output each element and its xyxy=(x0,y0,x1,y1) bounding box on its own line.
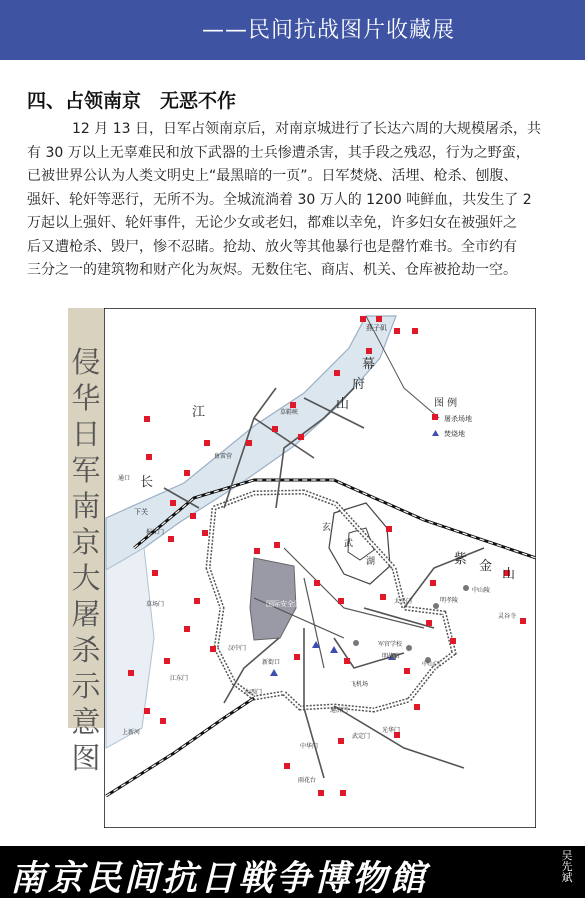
legend-title: 图 例 xyxy=(434,398,458,409)
map-label-yu-hua-tai: 雨花台 xyxy=(298,777,317,784)
massacre-site xyxy=(284,763,290,769)
massacre-site xyxy=(314,580,320,586)
map-label-xia-guan: 下关 xyxy=(134,508,148,516)
map-label-mu: 幕 xyxy=(362,357,376,372)
massacre-site xyxy=(338,738,344,744)
map-label-guang-hua-men: 光华门 xyxy=(382,727,401,734)
massacre-site xyxy=(128,670,134,676)
map-label-shan2: 山 xyxy=(502,567,516,582)
footer-banner xyxy=(0,846,585,898)
footer-title: 南京民间抗日戦争博物館 xyxy=(10,858,429,898)
map-label-wu-ding-men: 武定门 xyxy=(352,733,371,740)
map-label-shui-xi-men: 水西门 xyxy=(244,689,263,696)
massacre-site xyxy=(450,638,456,644)
massacre-site xyxy=(290,402,296,408)
massacre-site xyxy=(164,658,170,664)
body-line: 已被世界公认为人类文明史上“最黑暗的一页”。日军焚烧、活埋、枪杀、刨腹、 xyxy=(27,168,518,184)
map-label-yi-jiang-men: 挹江门 xyxy=(146,529,165,536)
map-label-han-zhong-men: 汉中门 xyxy=(228,645,247,652)
massacre-site xyxy=(170,500,176,506)
map-label-tai-ping-men: 太平门 xyxy=(394,598,413,605)
landmark-dot xyxy=(406,645,412,651)
massacre-site xyxy=(404,668,410,674)
massacre-site xyxy=(298,434,304,440)
map-vertical-title: 侵华日军南京大屠杀示意图 xyxy=(71,345,101,775)
massacre-site xyxy=(318,790,324,796)
map-label-ming-xiao-ling: 明孝陵 xyxy=(440,597,459,604)
map-label-tong-ji-men: 通济门 xyxy=(330,707,349,714)
massacre-site xyxy=(160,718,166,724)
map-label-zi: 紫 xyxy=(454,552,468,567)
header-title: ——民间抗战图片收藏展 xyxy=(201,18,455,43)
massacre-site xyxy=(274,542,280,548)
map-label-jiang-dong-men: 江东门 xyxy=(170,675,189,682)
massacre-site xyxy=(294,654,300,660)
map-label-safety-zone: 国际安全区 xyxy=(266,600,301,608)
map-label-ling-gu-si: 灵谷寺 xyxy=(498,613,517,620)
body-line: 12 月 13 日，日军占领南京后，对南京城进行了长达六周的大规模屠杀，共 xyxy=(72,121,541,137)
map-label-jiang: 江 xyxy=(192,405,206,420)
massacre-site xyxy=(386,526,392,532)
map-label-airfield: 飞机场 xyxy=(350,681,369,688)
body-paragraph xyxy=(27,118,560,283)
map-svg xyxy=(104,308,536,828)
map-label-xin-jie-kou: 新街口 xyxy=(262,659,281,666)
massacre-site xyxy=(144,708,150,714)
massacre-site xyxy=(430,580,436,586)
map-label-wu: 武 xyxy=(344,539,354,549)
massacre-site xyxy=(190,513,196,519)
map-label-yan-zi-ji: 燕子矶 xyxy=(366,324,387,332)
massacre-site xyxy=(194,598,200,604)
map-label-chang: 长 xyxy=(140,475,154,490)
landmark-dot xyxy=(433,603,439,609)
landmark-dot xyxy=(353,640,359,646)
massacre-site xyxy=(246,440,252,446)
body-line: 后又遭枪杀、毁尸，惨不忍睹。抢劫、放火等其他暴行也是罄竹难书。全市约有 xyxy=(27,238,517,255)
massacre-site xyxy=(344,658,350,664)
map-label-tong-kou: 通口 xyxy=(118,475,131,482)
body-line: 万起以上强奸、轮奸事件，无论少女或老妇，都难以幸免，许多妇女在被强奸之 xyxy=(27,215,517,231)
body-line: 强奸、轮奸等恶行，无所不为。全城流淌着 30 万人的 1200 吨鲜血，共发生了 2 xyxy=(27,191,532,208)
legend-burning-label: 焚烧地 xyxy=(444,430,465,438)
massacre-site xyxy=(414,704,420,710)
massacre-site xyxy=(254,548,260,554)
map-label-ming-palace: 明故宫 xyxy=(382,653,401,660)
massacre-site xyxy=(376,316,382,322)
map-label-zhong-shan-ling: 中山陵 xyxy=(472,587,491,594)
massacre-site xyxy=(204,440,210,446)
body-line: 三分之一的建筑物和财产化为灰烬。无数住宅、商店、机关、仓库被抢劫一空。 xyxy=(27,262,517,278)
landmark-dot xyxy=(463,585,469,591)
map-label-xuan: 玄 xyxy=(322,523,332,533)
map-label-cao-chang-men: 草场门 xyxy=(146,601,165,608)
massacre-site xyxy=(340,790,346,796)
massacre-site xyxy=(394,328,400,334)
massacre-site xyxy=(184,470,190,476)
map-label-yu-lei-ying: 鱼雷营 xyxy=(214,453,233,460)
massacre-site xyxy=(146,454,152,460)
massacre-site xyxy=(360,316,366,322)
map-label-jin: 金 xyxy=(479,559,493,574)
massacre-site xyxy=(520,618,526,624)
map-label-army-school: 军官学校 xyxy=(378,641,403,648)
massacre-site xyxy=(144,416,150,422)
map-label-shan: 山 xyxy=(336,397,350,412)
massacre-site xyxy=(334,370,340,376)
massacre-site xyxy=(272,426,278,432)
massacre-site xyxy=(152,570,158,576)
massacre-site xyxy=(184,626,190,632)
massacre-site xyxy=(210,646,216,652)
header-banner xyxy=(0,0,585,60)
legend-massacre-label: 屠杀场地 xyxy=(444,415,472,423)
map-label-cao-xie-xia: 草鞋峡 xyxy=(280,409,299,416)
body-line: 有 30 万以上无辜难民和放下武器的士兵惨遭杀害，其手段之残忍，行为之野蛮， xyxy=(27,144,530,161)
massacre-site xyxy=(426,620,432,626)
massacre-map xyxy=(68,308,536,832)
map-label-zhong-hua-men: 中华门 xyxy=(300,743,319,750)
section-title: 四、占领南京 无恶不作 xyxy=(27,90,237,112)
map-label-hu: 湖 xyxy=(366,557,376,567)
massacre-site xyxy=(338,598,344,604)
massacre-site xyxy=(380,594,386,600)
massacre-site xyxy=(412,328,418,334)
massacre-site xyxy=(168,536,174,542)
legend-massacre-swatch xyxy=(432,414,438,420)
map-label-shang-xin-he: 上新河 xyxy=(122,729,141,736)
map-title-strip xyxy=(68,308,104,775)
massacre-site xyxy=(366,348,372,354)
footer-seal: 吴先斌 xyxy=(561,849,573,884)
map-label-zhong-shan-men: 中山门 xyxy=(422,661,441,668)
massacre-site xyxy=(202,530,208,536)
map-label-fu: 府 xyxy=(352,377,366,392)
